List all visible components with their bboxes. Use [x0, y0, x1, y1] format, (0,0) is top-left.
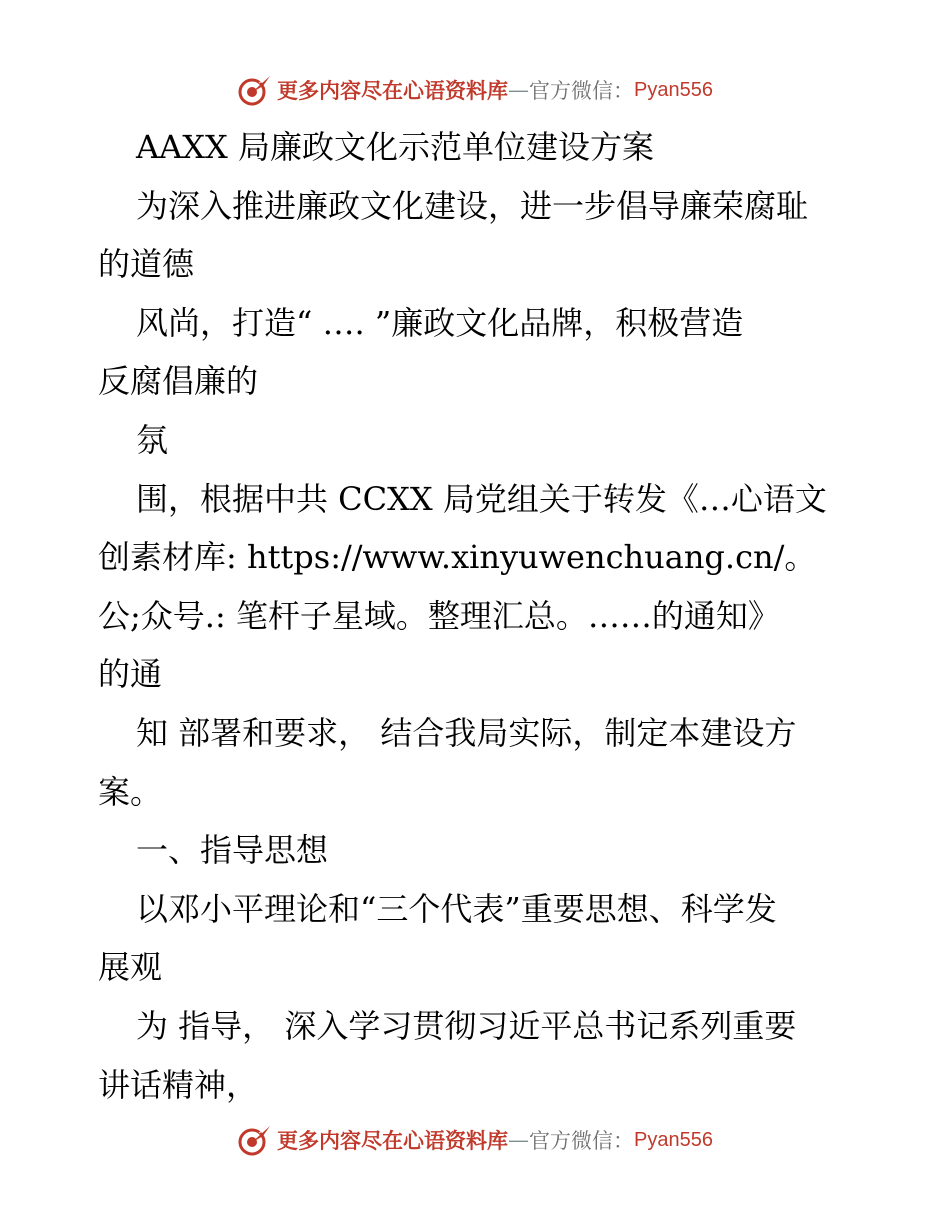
document-title: AAXX 局廉政文化示范单位建设方案: [136, 128, 654, 166]
paragraph-line: 的通: [98, 655, 163, 694]
quill-logo-icon: [237, 73, 273, 107]
paragraph-line: 以邓小平理论和“三个代表”重要思想、科学发: [136, 889, 777, 928]
paragraph-line: 氛: [136, 420, 169, 459]
watermark-wechat-id: Pyan556: [634, 78, 713, 101]
watermark-banner-top: [0, 70, 950, 110]
watermark-main-text: 更多内容尽在心语资料库: [277, 78, 509, 103]
paragraph-line: 展观: [98, 948, 163, 987]
section-heading: 一、指导思想: [136, 831, 329, 870]
watermark-dash: —: [508, 1128, 530, 1152]
document-body: [98, 118, 858, 1114]
paragraph-line: 创素材库: https://www.xinyuwenchuang.cn/。: [98, 538, 817, 577]
paragraph-line: 讲话精神，: [98, 1065, 259, 1104]
paragraph-line: 为深入推进廉政文化建设，进一步倡导廉荣腐耻: [136, 186, 809, 225]
quill-logo-icon: [237, 1123, 273, 1157]
paragraph-line: 围，根据中共 CCXX 局党组关于转发《…心语文: [136, 479, 827, 518]
paragraph-line: 公;众号.: 笔杆子星域。整理汇总。……的通知》: [98, 596, 780, 635]
watermark-wechat-id: Pyan556: [634, 1128, 713, 1151]
watermark-main-text: 更多内容尽在心语资料库: [277, 1128, 509, 1153]
paragraph-line: 的道德: [98, 245, 195, 284]
watermark-dash: —: [508, 78, 530, 102]
paragraph-line: 风尚，打造“ …. ”廉政文化品牌，积极营造: [136, 303, 744, 342]
paragraph-line: 为 指导， 深入学习贯彻习近平总书记系列重要: [136, 1006, 797, 1045]
paragraph-line: 知 部署和要求， 结合我局实际，制定本建设方: [136, 713, 797, 752]
paragraph-line: 案。: [98, 772, 163, 811]
watermark-wechat-label: 官方微信：: [529, 1129, 635, 1153]
paragraph-line: 反腐倡廉的: [98, 362, 259, 401]
watermark-banner-bottom: [0, 1120, 950, 1160]
watermark-wechat-label: 官方微信：: [529, 79, 635, 103]
